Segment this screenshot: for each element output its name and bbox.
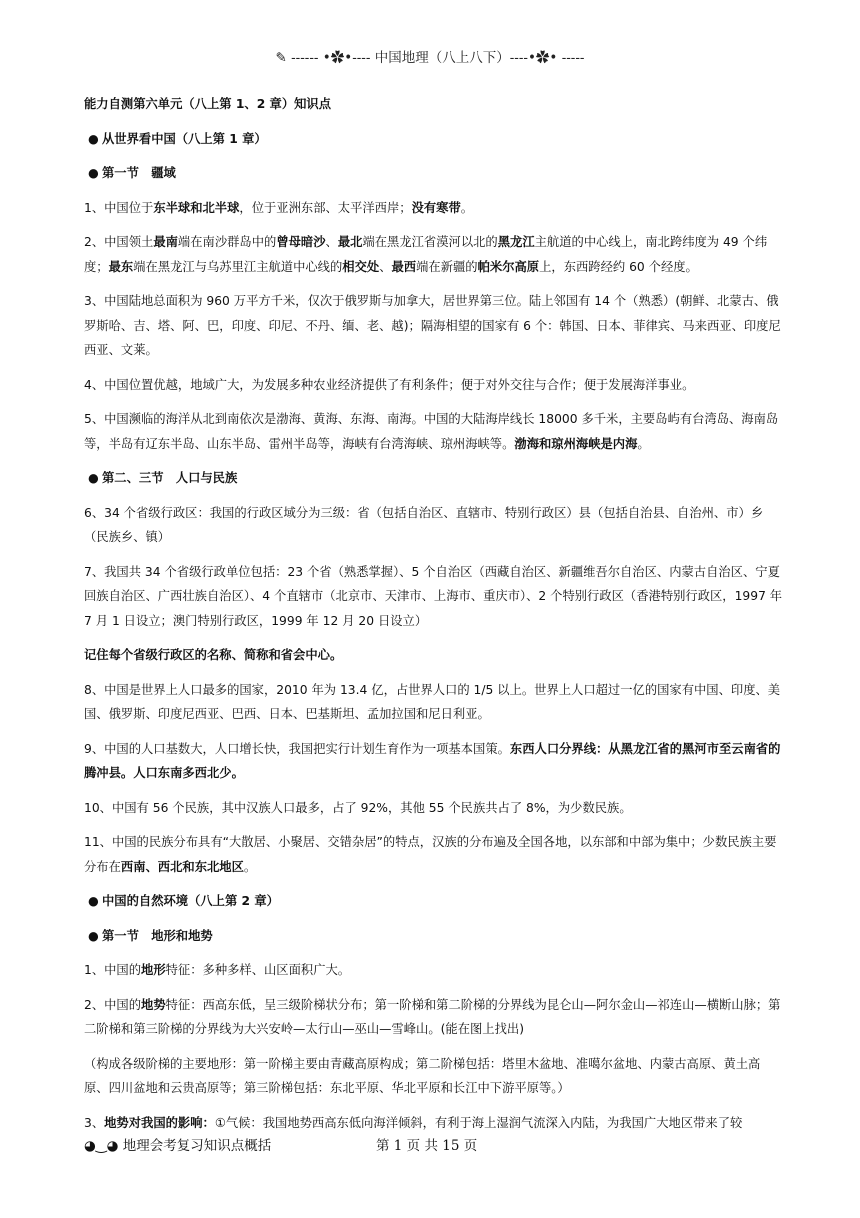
subsection-heading: ● 第一节 疆域 [88, 161, 784, 186]
paragraph-6: 6、34 个省级行政区：我国的行政区域分为三级：省（包括自治区、直辖市、特别行政区）县（包括自治县、自治州、市）乡（民族乡、镇） [84, 505, 764, 544]
paragraph-q3: 3、地势对我国的影响：①气候：我国地势西高东低向海洋倾斜，有利于海上湿润气流深入内陆，为我国广大地区带来了较 [84, 1115, 743, 1130]
document-body [84, 92, 784, 1145]
paragraph-5: 5、中国濒临的海洋从北到南依次是渤海、黄海、东海、南海。中国的大陆海岸线长 18000 多千米，主要岛屿有台湾岛、海南岛等，半岛有辽东半岛、山东半岛、雷州半岛等，海峡有台湾海峡、琼州海峡等。渤海和琼州海峡是内海。 [84, 412, 779, 451]
paragraph-11: 11、中国的民族分布具有“大散居、小聚居、交错杂居”的特点，汉族的分布遍及全国各地，以东部和中部为集中；少数民族主要分布在西南、西北和东北地区。 [84, 835, 777, 874]
page-number: 第 1 页 共 15 页 [376, 1138, 478, 1154]
paragraph-8: 8、中国是世界上人口最多的国家，2010 年为 13.4 亿，占世界人口的 1/5 以上。世界上人口超过一亿的国家有中国、印度、美国、俄罗斯、印度尼西亚、巴西、日本、巴基斯坦、孟加拉国和尼日利亚。 [84, 682, 781, 721]
paragraph-7: 7、我国共 34 个省级行政单位包括：23 个省（熟悉掌握）、5 个自治区（西藏自治区、新疆维吾尔自治区、内蒙古自治区、宁夏回族自治区、广西壮族自治区）、4 个直辖市（北京市、天津市、上海市、重庆市）、2 个特别行政区（香港特别行政区，1997 年 7 月 1 日设立；澳门特别行政区，1999 年 12 月 20 日设立） [84, 564, 783, 628]
bullet-icon: ● [88, 131, 99, 146]
footer-title: ◕‿◕ 地理会考复习知识点概括 [84, 1138, 272, 1154]
paragraph-1: 1、中国位于东半球和北半球，位于亚洲东部、太平洋西岸；没有寒带。 [84, 200, 474, 215]
section-heading: ● 从世界看中国（八上第 1 章） [88, 127, 784, 152]
paragraph-q2: 2、中国的地势特征：西高东低，呈三级阶梯状分布；第一阶梯和第二阶梯的分界线为昆仑山—阿尔金山—祁连山—横断山脉；第二阶梯和第三阶梯的分界线为大兴安岭—太行山—巫山—雪峰山。(能在图上找出) [84, 997, 781, 1036]
paragraph-4: 4、中国位置优越，地域广大，为发展多种农业经济提供了有利条件；便于对外交往与合作；便于发展海洋事业。 [84, 377, 695, 392]
page-header: ✎ ------ •✿•---- 中国地理（八上八下）----•✿• ----- [275, 50, 585, 66]
paragraph-q-paren: （构成各级阶梯的主要地形：第一阶梯主要由青藏高原构成；第二阶梯包括：塔里木盆地、准噶尔盆地、内蒙古高原、黄土高原、四川盆地和云贵高原等；第三阶梯包括：东北平原、华北平原和长江中下游平原等。） [84, 1056, 761, 1095]
paragraph-9: 9、中国的人口基数大，人口增长快，我国把实行计划生育作为一项基本国策。东西人口分界线：从黑龙江省的黑河市至云南省的腾冲县。人口东南多西北少。 [84, 741, 781, 780]
paragraph-2: 2、中国领土最南端在南沙群岛中的曾母暗沙、最北端在黑龙江省漠河以北的黑龙江主航道的中心线上，南北跨纬度为 49 个纬度；最东端在黑龙江与乌苏里江主航道中心线的相交处、最西端在新疆的帕米尔高原上，东西跨经约 60 个经度。 [84, 235, 768, 274]
bullet-icon: ● [88, 166, 99, 180]
paragraph-3: 3、中国陆地总面积为 960 万平方千米，仅次于俄罗斯与加拿大，居世界第三位。陆上邻国有 14 个（熟悉）(朝鲜、北蒙古、俄罗斯哈、吉、塔、阿、巴，印度、印尼、不丹、缅、老、越)；隔海相望的国家有 6 个：韩国、日本、菲律宾、马来西亚、印度尼西亚、文莱。 [84, 294, 781, 357]
bullet-icon: ● [88, 471, 99, 485]
subsection-heading: ● 第二、三节 人口与民族 [88, 466, 784, 491]
bullet-icon: ● [88, 928, 99, 943]
paragraph-q1: 1、中国的地形特征：多种多样、山区面积广大。 [84, 963, 351, 977]
page-footer [84, 1134, 784, 1156]
paragraph-10: 10、中国有 56 个民族，其中汉族人口最多，占了 92%，其他 55 个民族共占了 8%，为少数民族。 [84, 800, 632, 815]
note-line: 记住每个省级行政区的名称、简称和省会中心。 [84, 648, 343, 662]
document-title: 能力自测第六单元（八上第 1、2 章）知识点 [84, 97, 332, 111]
bullet-icon: ● [88, 894, 99, 908]
section-heading: ● 中国的自然环境（八上第 2 章） [88, 889, 784, 914]
subsection-heading: ● 第一节 地形和地势 [88, 924, 784, 949]
